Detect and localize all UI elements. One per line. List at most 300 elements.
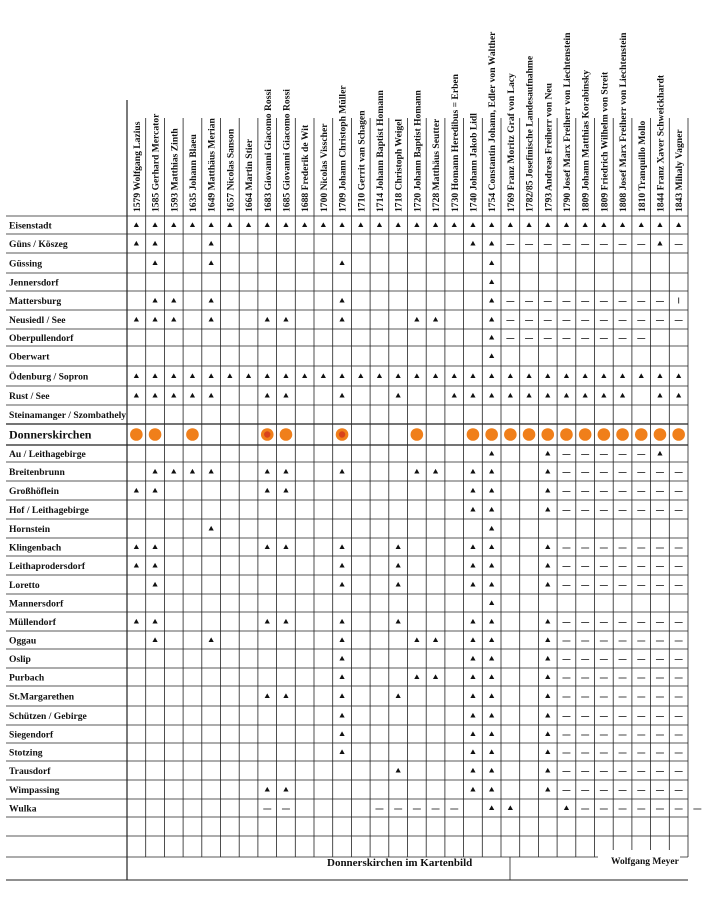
triangle-mark [396,222,401,227]
column-header: 1843 Mihaly Vagner [674,129,686,212]
column-header: 1664 Martin Stier [244,138,256,212]
row-label: Oslip [9,654,31,665]
triangle-mark [283,787,288,792]
triangle-mark [489,768,494,773]
triangle-mark [134,393,139,398]
triangle-mark [489,298,494,303]
triangle-mark [152,582,157,587]
column-header: 1769 Franz Moritz Graf von Lacy [505,73,517,212]
triangle-mark [433,373,438,378]
triangle-mark [489,731,494,736]
triangle-mark [283,317,288,322]
triangle-mark [545,373,550,378]
triangle-mark [339,563,344,568]
column-header: 1700 Nicolas Visscher [318,123,330,212]
triangle-mark [302,222,307,227]
triangle-mark [209,373,214,378]
triangle-mark [564,373,569,378]
triangle-mark [489,353,494,358]
triangle-mark [657,241,662,246]
triangle-mark [171,222,176,227]
triangle-mark [152,298,157,303]
triangle-mark [152,373,157,378]
triangle-mark [545,637,550,642]
triangle-mark [433,674,438,679]
triangle-mark [339,222,344,227]
triangle-mark [339,731,344,736]
triangle-mark [433,637,438,642]
triangle-mark [470,222,475,227]
triangle-mark [265,693,270,698]
triangle-mark [470,713,475,718]
triangle-mark [414,222,419,227]
triangle-mark [508,222,513,227]
triangle-mark [171,393,176,398]
column-header: 1793 Andreas Freiherr von Neu [543,83,555,212]
triangle-mark [564,805,569,810]
row-label: Hof / Leithagebirge [9,505,89,516]
triangle-mark [134,619,139,624]
highlight-dot [485,428,498,441]
column-header: 1709 Johann Christoph Müller [337,85,349,212]
triangle-mark [283,373,288,378]
triangle-mark [489,526,494,531]
triangle-mark [283,693,288,698]
triangle-mark [508,805,513,810]
row-label: Güns / Köszeg [9,239,68,250]
triangle-mark [339,544,344,549]
column-header: 1810 Tranquillo Mollo [636,120,648,212]
row-label: Donnerskirchen [9,427,92,442]
triangle-mark [657,222,662,227]
triangle-mark [545,656,550,661]
highlight-dot [186,428,199,441]
triangle-mark [526,373,531,378]
highlight-dot [579,428,592,441]
triangle-mark [470,637,475,642]
triangle-mark [657,373,662,378]
triangle-mark [358,373,363,378]
triangle-mark [470,373,475,378]
triangle-mark [209,469,214,474]
triangle-mark [545,507,550,512]
triangle-mark [545,768,550,773]
triangle-mark [676,222,681,227]
triangle-mark [545,713,550,718]
column-header: 1593 Matthias Zinth [169,128,181,212]
triangle-mark [489,317,494,322]
row-label: Purbach [9,672,45,684]
triangle-mark [190,469,195,474]
triangle-mark [339,260,344,265]
triangle-mark [321,222,326,227]
triangle-mark [339,674,344,679]
column-header: 1685 Giovanni Giacomo Rossi [281,89,293,212]
triangle-mark [265,317,270,322]
row-label: Güssing [9,258,43,270]
triangle-mark [265,222,270,227]
triangle-mark [545,451,550,456]
triangle-mark [209,241,214,246]
column-header: 1720 Johann Baptist Homann [412,90,424,212]
triangle-mark [339,317,344,322]
table-marks [130,222,701,810]
triangle-mark [134,222,139,227]
triangle-mark [209,298,214,303]
triangle-mark [433,317,438,322]
column-header: 1790 Josef Marx Freiherr von Liechtenstein [561,32,573,212]
column-header: 1635 Johann Blaeu [187,134,199,212]
triangle-mark [676,393,681,398]
triangle-mark [265,393,270,398]
triangle-mark [134,317,139,322]
triangle-mark [414,674,419,679]
triangle-mark [171,317,176,322]
triangle-mark [152,469,157,474]
column-header: 1782/85 Josefinische Landesaufnahme [524,55,536,212]
triangle-mark [134,563,139,568]
highlight-dot [504,428,517,441]
triangle-mark [545,488,550,493]
triangle-mark [489,488,494,493]
row-label: St.Margarethen [9,691,75,703]
highlight-dot [654,428,667,441]
table-title: Donnerskirchen im Kartenbild [327,857,473,869]
triangle-mark [489,656,494,661]
triangle-mark [620,222,625,227]
column-header: 1710 Gerrit van Schagen [356,110,368,212]
highlight-dot [411,428,424,441]
row-label: Schützen / Gebirge [9,711,87,722]
triangle-mark [508,393,513,398]
row-label: Rust / See [9,391,50,402]
triangle-mark [209,526,214,531]
column-header: 1714 Johann Baptist Homann [374,90,386,212]
triangle-mark [377,222,382,227]
triangle-mark [545,731,550,736]
triangle-mark [396,619,401,624]
triangle-mark [583,373,588,378]
triangle-mark [489,787,494,792]
triangle-mark [470,582,475,587]
triangle-mark [414,317,419,322]
triangle-mark [265,544,270,549]
triangle-mark [489,335,494,340]
triangle-mark [545,469,550,474]
triangle-mark [246,222,251,227]
column-header: 1649 Matthäus Merian [206,118,218,212]
triangle-mark [152,637,157,642]
highlight-dot [635,428,648,441]
triangle-mark [283,619,288,624]
triangle-mark [396,563,401,568]
triangle-mark [470,241,475,246]
triangle-mark [452,393,457,398]
triangle-mark [339,713,344,718]
triangle-mark [470,656,475,661]
triangle-mark [209,637,214,642]
triangle-mark [283,393,288,398]
triangle-mark [545,222,550,227]
column-header: 1579 Wolfgang Lazius [131,121,143,212]
triangle-mark [601,393,606,398]
triangle-mark [508,373,513,378]
triangle-mark [470,507,475,512]
triangle-mark [152,544,157,549]
triangle-mark [545,787,550,792]
triangle-mark [470,544,475,549]
triangle-mark [639,222,644,227]
triangle-mark [358,222,363,227]
triangle-mark [657,451,662,456]
triangle-mark [470,488,475,493]
row-label: Trausdorf [9,766,51,777]
row-label: Steinamanger / Szombathely [9,410,127,421]
triangle-mark [433,469,438,474]
triangle-mark [339,469,344,474]
triangle-mark [601,373,606,378]
highlight-dot [616,428,629,441]
triangle-mark [489,749,494,754]
row-label: Eisenstadt [9,220,52,232]
triangle-mark [489,582,494,587]
triangle-mark [470,693,475,698]
row-label: Neusiedl / See [9,315,66,326]
triangle-mark [171,298,176,303]
triangle-mark [489,507,494,512]
triangle-mark [470,674,475,679]
triangle-mark [152,619,157,624]
triangle-mark [545,674,550,679]
table-grid [6,100,688,880]
triangle-mark [452,373,457,378]
triangle-mark [489,600,494,605]
triangle-mark [489,260,494,265]
triangle-mark [489,563,494,568]
triangle-mark [152,563,157,568]
triangle-mark [339,656,344,661]
triangle-mark [526,393,531,398]
highlight-dot-core [339,431,345,437]
triangle-mark [489,222,494,227]
row-label: Loretto [9,580,40,591]
triangle-mark [339,693,344,698]
triangle-mark [489,279,494,284]
highlight-dot [149,428,162,441]
triangle-mark [190,393,195,398]
triangle-mark [545,693,550,698]
triangle-mark [265,619,270,624]
row-label: Mannersdorf [9,598,64,610]
triangle-mark [265,787,270,792]
triangle-mark [209,317,214,322]
highlight-dot [672,428,685,441]
row-label: Oggau [9,635,37,647]
triangle-mark [470,563,475,568]
triangle-mark [489,693,494,698]
column-header: 1809 Friedrich Wilhelm von Streit [599,71,611,212]
triangle-mark [134,544,139,549]
triangle-mark [377,373,382,378]
triangle-mark [171,373,176,378]
triangle-mark [396,373,401,378]
triangle-mark [489,713,494,718]
triangle-mark [283,488,288,493]
triangle-mark [339,582,344,587]
triangle-mark [339,637,344,642]
triangle-mark [283,222,288,227]
triangle-mark [152,222,157,227]
triangle-mark [396,582,401,587]
triangle-mark [396,544,401,549]
triangle-mark [583,222,588,227]
triangle-mark [470,768,475,773]
triangle-mark [489,451,494,456]
triangle-mark [470,787,475,792]
triangle-mark [209,393,214,398]
triangle-mark [152,241,157,246]
triangle-mark [396,693,401,698]
triangle-mark [339,393,344,398]
triangle-mark [470,469,475,474]
table-author: Wolfgang Meyer [611,857,679,867]
triangle-mark [134,488,139,493]
column-header: 1688 Frederik de Wit [300,124,312,212]
triangle-mark [414,373,419,378]
row-label: Wulka [9,803,37,815]
highlight-dot [541,428,554,441]
row-label: Stotzing [9,747,43,759]
triangle-mark [190,373,195,378]
row-label: Mattersburg [9,296,62,307]
row-label: Leithaprodersdorf [9,561,86,572]
triangle-mark [620,373,625,378]
triangle-mark [190,222,195,227]
triangle-mark [246,373,251,378]
highlight-dot [467,428,480,441]
triangle-mark [152,260,157,265]
triangle-mark [452,222,457,227]
triangle-mark [209,260,214,265]
triangle-mark [545,582,550,587]
highlight-dot [598,428,611,441]
triangle-mark [339,619,344,624]
triangle-mark [489,619,494,624]
triangle-mark [339,373,344,378]
triangle-mark [134,373,139,378]
triangle-mark [433,222,438,227]
triangle-mark [302,373,307,378]
highlight-dot [280,428,293,441]
column-header: 1718 Christoph Weigel [393,118,405,212]
triangle-mark [283,469,288,474]
triangle-mark [265,373,270,378]
triangle-mark [583,393,588,398]
row-label: Wimpassing [9,785,60,796]
triangle-mark [152,488,157,493]
triangle-mark [489,544,494,549]
triangle-mark [339,749,344,754]
triangle-mark [545,563,550,568]
triangle-mark [470,619,475,624]
triangle-mark [134,241,139,246]
column-header: 1683 Giovanni Giacomo Rossi [262,89,274,212]
highlight-dot [523,428,536,441]
row-label: Klingenbach [9,542,62,554]
triangle-mark [639,373,644,378]
triangle-mark [620,393,625,398]
triangle-mark [470,749,475,754]
triangle-mark [564,393,569,398]
column-header: 1728 Matthäus Seutter [431,118,443,212]
triangle-mark [489,674,494,679]
triangle-mark [227,373,232,378]
triangle-mark [414,637,419,642]
row-label: Müllendorf [9,617,56,628]
column-header: 1754 Constantin Johann, Edler von Walther [487,31,499,212]
column-headers [132,31,685,212]
highlight-dot [560,428,573,441]
triangle-mark [526,222,531,227]
row-label: Hornstein [9,524,51,535]
triangle-mark [657,393,662,398]
triangle-mark [489,637,494,642]
triangle-mark [321,373,326,378]
triangle-mark [396,393,401,398]
triangle-mark [209,222,214,227]
triangle-mark [265,488,270,493]
row-label: Breitenbrunn [9,467,65,478]
column-header: 1730 Homann Heredibus = Erben [449,73,461,212]
triangle-mark [489,469,494,474]
triangle-mark [545,544,550,549]
triangle-mark [489,393,494,398]
triangle-mark [564,222,569,227]
row-label: Siegendorf [9,729,54,741]
column-header: 1657 Nicolas Sanson [225,128,237,212]
triangle-mark [152,393,157,398]
row-label: Großhöflein [9,486,59,497]
column-header: 1585 Gerhard Mercator [150,113,162,212]
column-header: 1844 Franz Xaver Schweickhardt [655,74,667,212]
row-label: Au / Leithagebirge [9,449,86,460]
triangle-mark [676,373,681,378]
triangle-mark [489,373,494,378]
triangle-mark [283,544,288,549]
triangle-mark [265,469,270,474]
triangle-mark [489,805,494,810]
triangle-mark [396,768,401,773]
highlight-dot-core [264,431,270,437]
triangle-mark [227,222,232,227]
triangle-mark [152,317,157,322]
row-label: Oberwart [9,351,50,363]
column-header: 1808 Josef Marx Freiherr von Liechtenstein [618,32,630,212]
triangle-mark [489,241,494,246]
triangle-mark [601,222,606,227]
column-header: 1809 Johann Matthias Korabinsky [580,69,592,212]
triangle-mark [470,731,475,736]
triangle-mark [339,298,344,303]
row-label: Oberpullendorf [9,333,74,344]
triangle-mark [414,469,419,474]
row-label: Jennersdorf [9,277,59,289]
triangle-mark [470,393,475,398]
triangle-mark [171,469,176,474]
triangle-mark [545,393,550,398]
column-header: 1740 Johann Jakob Lidl [468,113,480,212]
triangle-mark [545,619,550,624]
